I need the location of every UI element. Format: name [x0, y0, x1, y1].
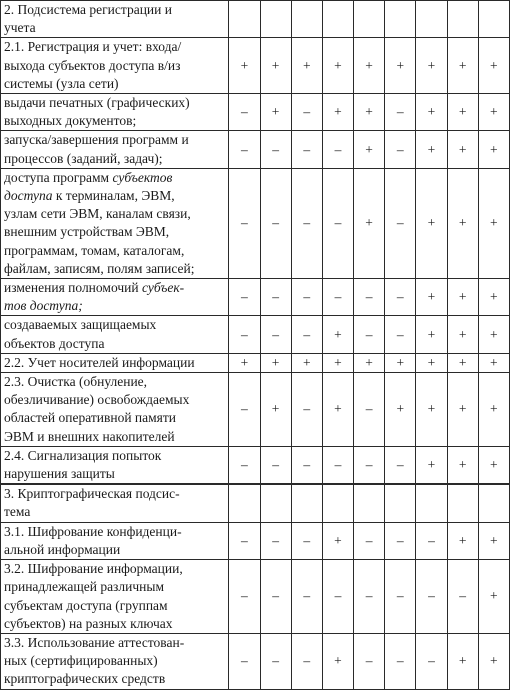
mark-cell [322, 1, 353, 38]
description-line: 2. Подсистема регистрации и [4, 2, 172, 17]
mark-cell: + [416, 38, 447, 94]
mark-cell: – [260, 522, 291, 559]
mark-cell: – [260, 633, 291, 689]
mark-cell [291, 1, 322, 38]
description-line: 3. Криптографическая подсис- [4, 486, 180, 502]
mark-cell: – [260, 131, 291, 168]
description-line: областей оперативной памяти [4, 410, 177, 426]
mark-cell: + [354, 131, 385, 168]
mark-cell: – [385, 279, 416, 316]
description-line: доступа к терминалам, ЭВМ, [4, 188, 175, 204]
mark-cell: + [260, 38, 291, 94]
row-description [1, 38, 229, 94]
mark-cell: + [354, 168, 385, 278]
mark-cell: – [447, 560, 478, 634]
description-line: криптографических средств [4, 671, 166, 687]
mark-cell: – [291, 316, 322, 353]
mark-cell: – [229, 131, 260, 168]
mark-cell: – [385, 560, 416, 634]
mark-cell: – [416, 560, 447, 634]
description-line: изменения полномочий субъек- [4, 280, 185, 296]
mark-cell: – [385, 633, 416, 689]
table-row [1, 633, 510, 689]
mark-cell [385, 1, 416, 38]
mark-cell: + [416, 94, 447, 131]
mark-cell: – [229, 560, 260, 634]
mark-cell [354, 1, 385, 38]
table-row [1, 168, 510, 278]
mark-cell: – [385, 94, 416, 131]
mark-cell: + [478, 168, 509, 278]
mark-cell: + [229, 38, 260, 94]
row-description [1, 522, 229, 559]
row-description [1, 373, 229, 447]
mark-cell: – [260, 316, 291, 353]
mark-cell [447, 1, 478, 38]
row-description [1, 353, 229, 372]
row-description [1, 316, 229, 353]
mark-cell: – [322, 560, 353, 634]
mark-cell: + [322, 38, 353, 94]
mark-cell: + [416, 168, 447, 278]
mark-cell: + [478, 94, 509, 131]
description-line: выходных документов; [4, 113, 137, 129]
mark-cell [447, 484, 478, 522]
description-line: ЭВМ и внешних накопителей [4, 428, 175, 444]
mark-cell: + [478, 633, 509, 689]
mark-cell: – [322, 446, 353, 484]
mark-cell: + [385, 38, 416, 94]
mark-cell: – [354, 560, 385, 634]
mark-cell [478, 1, 509, 38]
table-row [1, 131, 510, 168]
mark-cell [354, 484, 385, 522]
mark-cell: + [416, 316, 447, 353]
description-line: выхода субъектов доступа в/из [4, 57, 181, 73]
description-line: выдачи печатных (графических) [4, 95, 190, 111]
mark-cell: + [416, 131, 447, 168]
mark-cell [260, 1, 291, 38]
row-description [1, 279, 229, 316]
mark-cell: – [385, 446, 416, 484]
description-line: программам, томам, каталогам, [4, 242, 185, 258]
mark-cell: + [260, 353, 291, 372]
description-line: 2.2. Учет носителей информации [4, 354, 195, 370]
mark-cell: – [322, 131, 353, 168]
mark-cell: + [354, 38, 385, 94]
table-row [1, 522, 510, 559]
description-line: 2.3. Очистка (обнуление, [4, 374, 148, 390]
table-row [1, 560, 510, 634]
mark-cell: + [478, 560, 509, 634]
mark-cell: + [291, 38, 322, 94]
description-line: альной информации [4, 541, 121, 557]
mark-cell [385, 484, 416, 522]
description-line: обезличивание) освобождаемых [4, 392, 190, 408]
mark-cell: + [416, 353, 447, 372]
mark-cell [229, 1, 260, 38]
description-line: принадлежащей различным [4, 579, 164, 595]
description-line: системы (узла сети) [4, 75, 119, 91]
row-description [1, 560, 229, 634]
mark-cell: + [447, 373, 478, 447]
row-description [1, 1, 229, 38]
mark-cell: – [354, 633, 385, 689]
description-line: субъектам доступа (группам [4, 597, 168, 613]
mark-cell [260, 484, 291, 522]
description-line: 3.3. Использование аттестован- [4, 634, 185, 650]
table-row [1, 1, 510, 38]
mark-cell: – [291, 560, 322, 634]
mark-cell: + [478, 38, 509, 94]
mark-cell: – [354, 316, 385, 353]
description-line: учета [4, 20, 36, 36]
mark-cell: + [322, 633, 353, 689]
mark-cell: – [260, 279, 291, 316]
mark-cell: + [478, 446, 509, 484]
table-row [1, 279, 510, 316]
mark-cell: – [229, 446, 260, 484]
row-description [1, 633, 229, 689]
mark-cell: + [322, 353, 353, 372]
description-line: объектов доступа [4, 335, 105, 351]
mark-cell: + [416, 279, 447, 316]
mark-cell: + [291, 353, 322, 372]
description-line: запуска/завершения программ и [4, 132, 189, 148]
mark-cell: – [291, 522, 322, 559]
mark-cell: – [229, 279, 260, 316]
description-line: 3.1. Шифрование конфиденци- [4, 523, 182, 539]
mark-cell [416, 1, 447, 38]
description-line: доступа программ субъектов [4, 169, 173, 185]
mark-cell: + [478, 522, 509, 559]
mark-cell: + [447, 279, 478, 316]
mark-cell: + [322, 316, 353, 353]
description-line: нарушения защиты [4, 466, 115, 482]
mark-cell: – [385, 522, 416, 559]
mark-cell: + [260, 373, 291, 447]
mark-cell: + [416, 446, 447, 484]
mark-cell: + [447, 522, 478, 559]
mark-cell [416, 484, 447, 522]
description-line: тема [4, 504, 31, 520]
mark-cell: + [447, 633, 478, 689]
mark-cell: – [260, 446, 291, 484]
mark-cell: + [447, 38, 478, 94]
mark-cell: – [229, 633, 260, 689]
mark-cell: – [385, 316, 416, 353]
mark-cell: – [291, 168, 322, 278]
mark-cell: – [354, 522, 385, 559]
mark-cell: – [291, 446, 322, 484]
mark-cell: – [322, 279, 353, 316]
mark-cell: + [478, 279, 509, 316]
mark-cell: + [447, 353, 478, 372]
mark-cell: + [322, 373, 353, 447]
mark-cell: – [291, 94, 322, 131]
table-row [1, 353, 510, 372]
description-line: 3.2. Шифрование информации, [4, 561, 183, 577]
row-description [1, 446, 229, 484]
mark-cell: + [354, 353, 385, 372]
mark-cell: – [416, 522, 447, 559]
mark-cell: – [322, 168, 353, 278]
mark-cell: + [447, 131, 478, 168]
description-line: тов доступа; [4, 298, 83, 314]
description-line: файлам, записям, полям записей; [4, 260, 195, 276]
mark-cell: – [229, 316, 260, 353]
table-row [1, 94, 510, 131]
table-row [1, 484, 510, 522]
mark-cell: – [291, 131, 322, 168]
table-body [1, 1, 510, 690]
mark-cell: + [478, 353, 509, 372]
mark-cell: – [354, 373, 385, 447]
mark-cell: + [260, 94, 291, 131]
description-line: создаваемых защищаемых [4, 317, 157, 333]
mark-cell: – [229, 373, 260, 447]
description-line: ных (сертифицированных) [4, 653, 158, 669]
mark-cell: – [291, 373, 322, 447]
mark-cell: + [229, 353, 260, 372]
mark-cell: – [260, 168, 291, 278]
row-description [1, 94, 229, 131]
mark-cell [229, 484, 260, 522]
table-row [1, 38, 510, 94]
mark-cell [291, 484, 322, 522]
mark-cell: – [385, 168, 416, 278]
mark-cell: + [447, 316, 478, 353]
mark-cell: + [416, 373, 447, 447]
row-description [1, 131, 229, 168]
mark-cell: + [447, 446, 478, 484]
table-row [1, 373, 510, 447]
mark-cell: – [229, 94, 260, 131]
mark-cell: – [354, 446, 385, 484]
mark-cell [478, 484, 509, 522]
table-row [1, 316, 510, 353]
mark-cell: + [478, 316, 509, 353]
mark-cell: – [291, 633, 322, 689]
mark-cell: + [354, 94, 385, 131]
mark-cell: + [478, 373, 509, 447]
mark-cell: – [229, 522, 260, 559]
mark-cell: + [447, 94, 478, 131]
mark-cell: – [354, 279, 385, 316]
description-line: узлам сети ЭВМ, каналам связи, [4, 206, 191, 222]
mark-cell: + [447, 168, 478, 278]
description-line: субъектов) на разных ключах [4, 615, 173, 631]
mark-cell: + [478, 131, 509, 168]
table-row [1, 446, 510, 484]
mark-cell: – [416, 633, 447, 689]
mark-cell: + [322, 94, 353, 131]
mark-cell: – [260, 560, 291, 634]
mark-cell: + [385, 373, 416, 447]
description-line: процессов (заданий, задач); [4, 150, 163, 166]
description-line: внешним устройствам ЭВМ, [4, 224, 170, 240]
mark-cell [322, 484, 353, 522]
mark-cell: – [385, 131, 416, 168]
row-description [1, 484, 229, 522]
mark-cell: – [229, 168, 260, 278]
mark-cell: + [322, 522, 353, 559]
mark-cell: + [385, 353, 416, 372]
row-description [1, 168, 229, 278]
description-line: 2.4. Сигнализация попыток [4, 447, 162, 463]
description-line: 2.1. Регистрация и учет: входа/ [4, 39, 182, 55]
mark-cell: – [291, 279, 322, 316]
